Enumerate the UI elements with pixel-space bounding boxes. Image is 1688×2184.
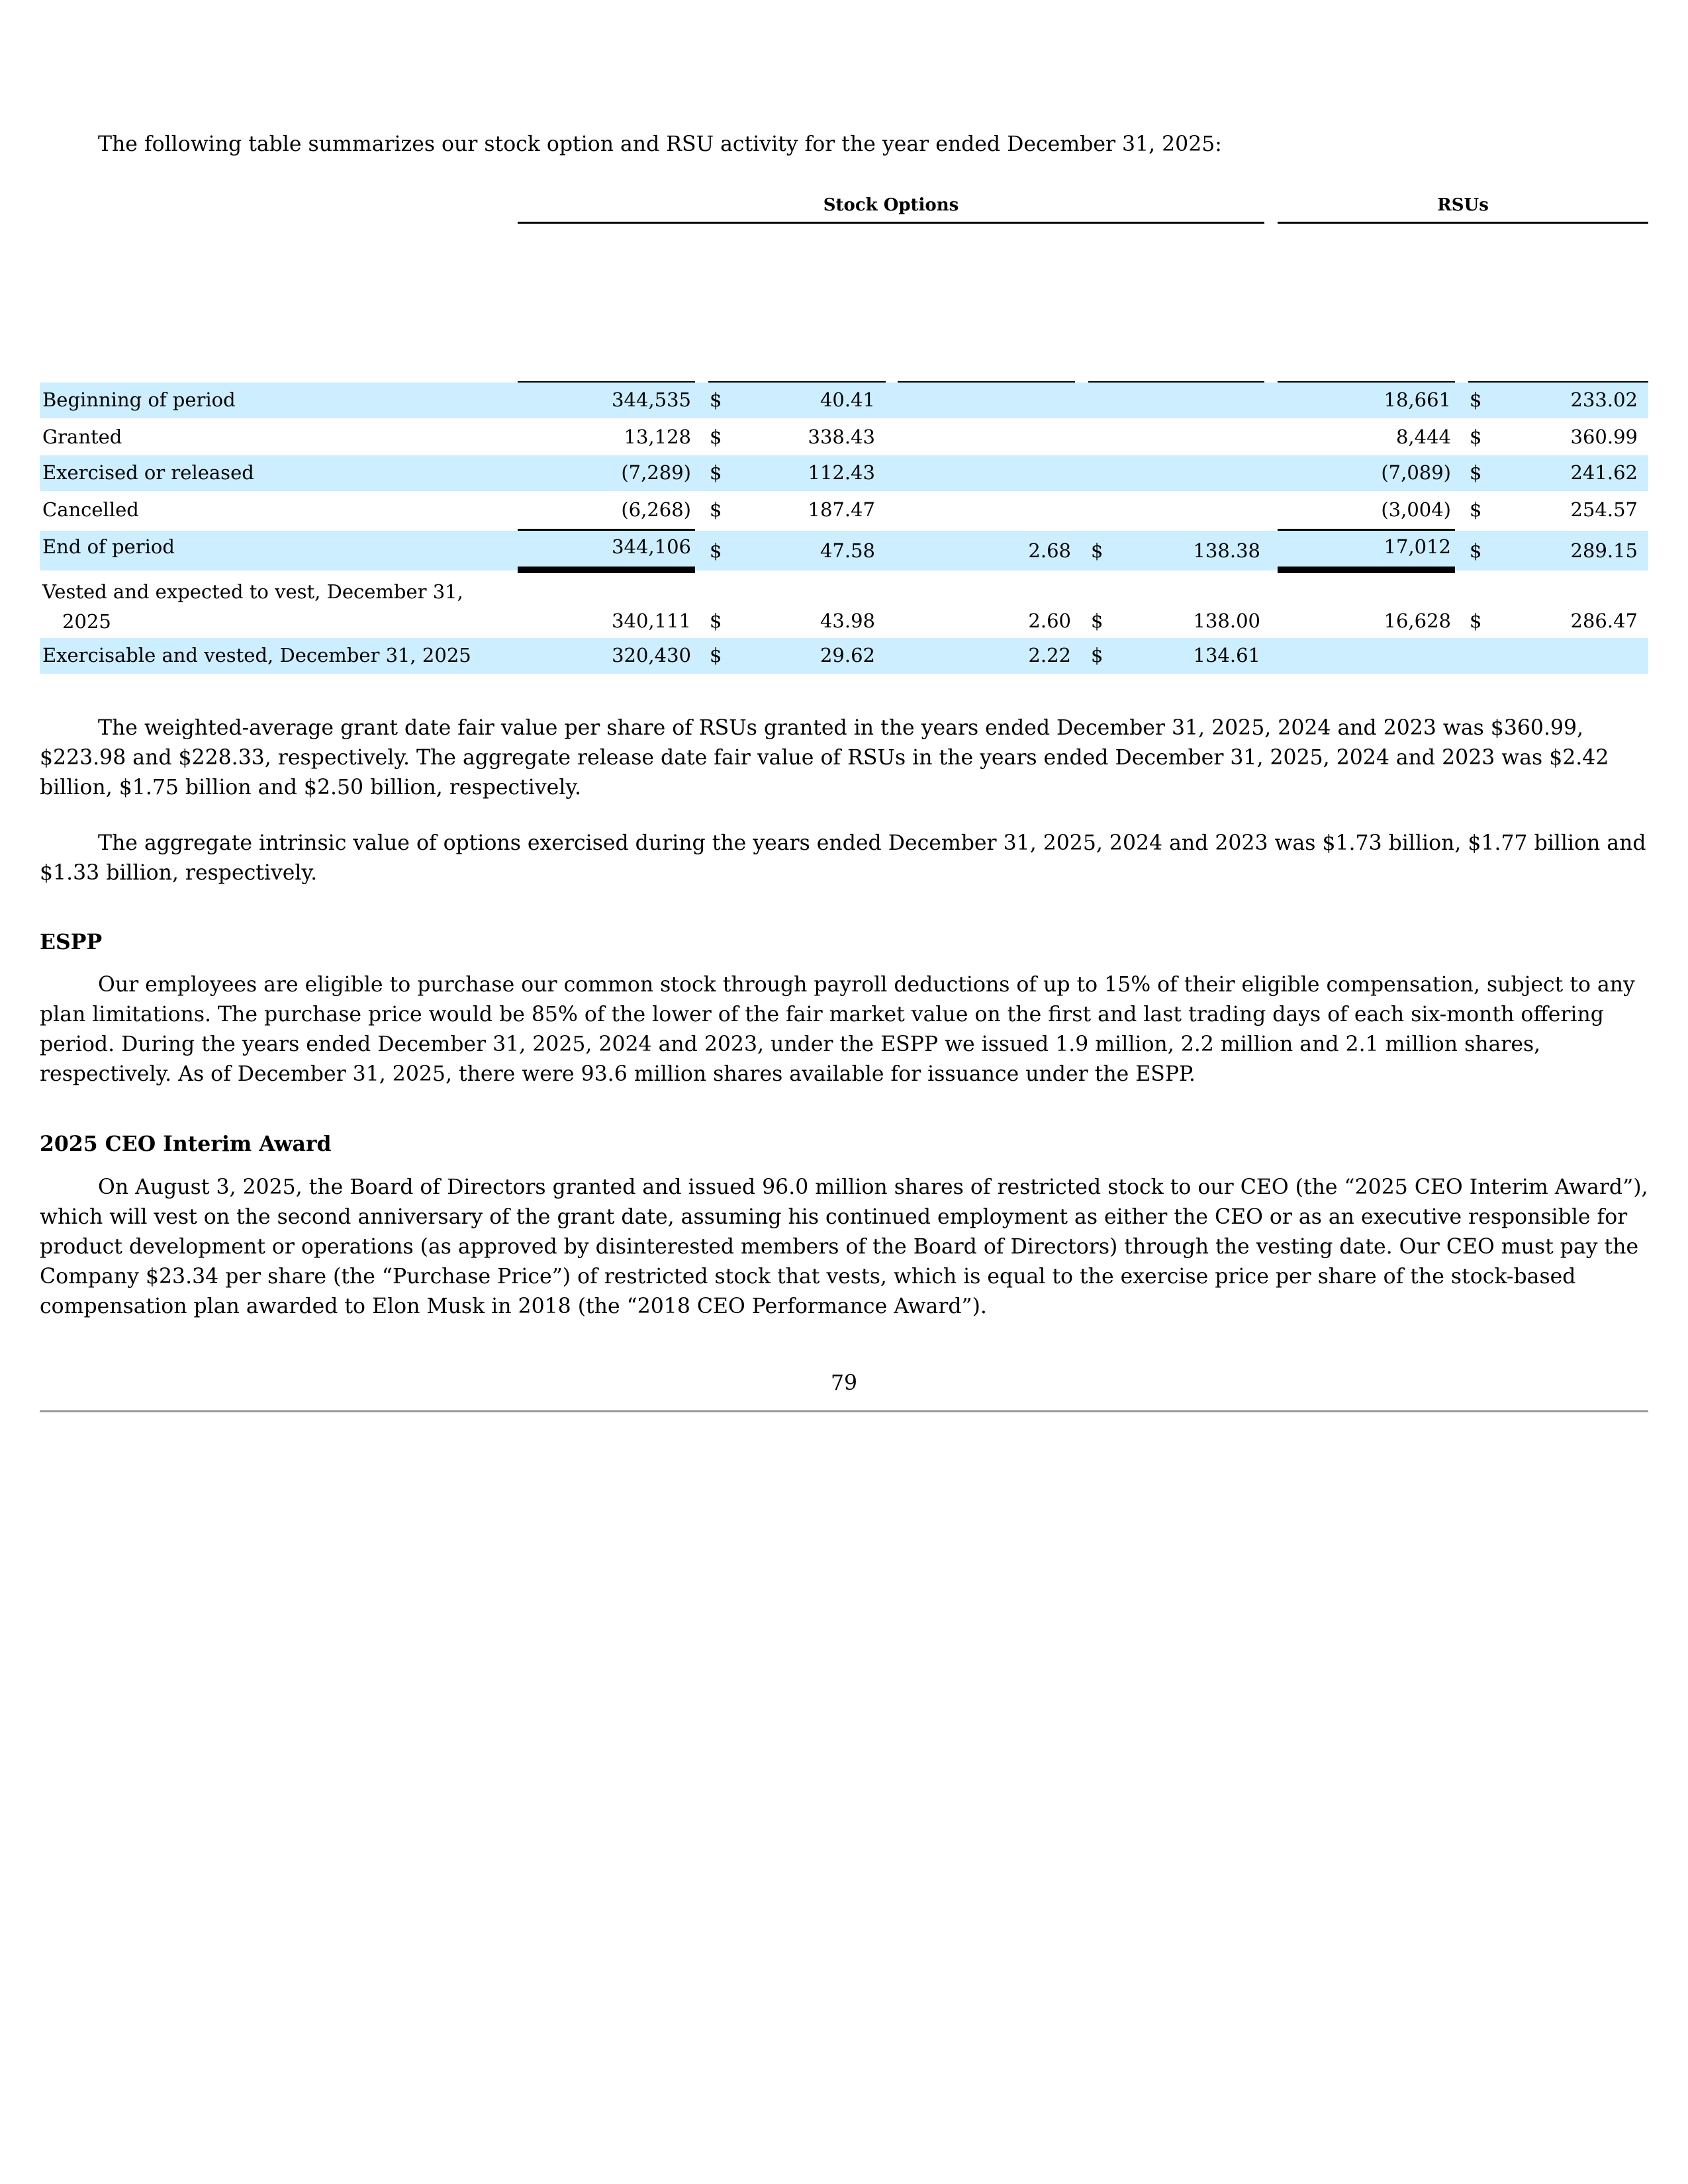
dollar-sign: $ bbox=[710, 461, 722, 484]
cell-exercise-price: 187.47 bbox=[808, 498, 875, 521]
cell-exercise-price: 47.58 bbox=[820, 539, 875, 562]
ceo-award-paragraph: On August 3, 2025, the Board of Directors granted and issued 96.0 million shares of restricted stock to our CEO (the “2025 CEO Interim Award”), which will vest on the second anniversary of the grant date, assuming his continued employment as either the CEO or as an executive responsible for product development or operations (as approved by disinterested members of the Board of Directors) through the vesting date. Our CEO must pay the Company $23.34 per share (the “Purchase Price”) of restricted stock that vests, which is equal to the exercise price per share of the stock-based compensation plan awarded to Elon Musk in 2018 (the “2018 CEO Performance Award”). bbox=[40, 1175, 1648, 1318]
cell-intrinsic: 134.61 bbox=[1193, 644, 1260, 666]
cell-grant-value: 254.57 bbox=[1570, 498, 1638, 521]
row-label-line1: Vested and expected to vest, December 31, bbox=[42, 580, 463, 603]
row-label: Exercisable and vested, December 31, 2025 bbox=[42, 644, 471, 666]
table-row bbox=[40, 638, 1648, 674]
intrinsic-value-paragraph: The aggregate intrinsic value of options exercised during the years ended December 31, 2025, 2024 and 2023 was $1.73 billion, $1.77 billion and $1.33 billion, respectively. bbox=[40, 831, 1646, 885]
dollar-sign: $ bbox=[710, 610, 722, 632]
cell-options: 13,128 bbox=[624, 426, 691, 448]
cell-grant-value: 233.02 bbox=[1570, 388, 1638, 411]
row-label-line2: 2025 bbox=[62, 610, 111, 633]
cell-rsus: (7,089) bbox=[1381, 461, 1451, 484]
rsu-fair-value-paragraph: The weighted-average grant date fair value per share of RSUs granted in the years ended December 31, 2025, 2024 and 2023 was $360.99, $223.98 and $228.33, respectively. The aggregate release date fair value of RSUs in the years ended December 31, 2025, 2024 and 2023 was $2.42 billion, $1.75 billion and $2.50 billion, respectively. bbox=[40, 716, 1609, 799]
dollar-sign: $ bbox=[710, 426, 722, 448]
dollar-sign: $ bbox=[1091, 539, 1103, 562]
cell-options: (7,289) bbox=[621, 461, 691, 484]
table-row bbox=[40, 573, 1648, 638]
cell-rsus: 16,628 bbox=[1383, 610, 1451, 632]
dollar-sign: $ bbox=[1470, 461, 1482, 484]
espp-paragraph: Our employees are eligible to purchase our common stock through payroll deductions of up to 15% of their eligible compensation, subject to any plan limitations. The purchase price would be 85% of the lower of the fair market value on the first and last trading days of each six-month offering period. During the years ended December 31, 2025, 2024 and 2023, under the ESPP we issued 1.9 million, 2.2 million and 2.1 million shares, respectively. As of December 31, 2025, there were 93.6 million shares available for issuance under the ESPP. bbox=[40, 973, 1635, 1086]
cell-options: 340,111 bbox=[612, 610, 691, 632]
cell-grant-value: 360.99 bbox=[1570, 426, 1638, 448]
cell-exercise-price: 112.43 bbox=[808, 461, 875, 484]
cell-rsus: 8,444 bbox=[1395, 426, 1451, 448]
dollar-sign: $ bbox=[1091, 644, 1103, 666]
dollar-sign: $ bbox=[1470, 388, 1482, 411]
table-row bbox=[40, 383, 1648, 418]
cell-rsus: (3,004) bbox=[1381, 498, 1451, 521]
row-label: Beginning of period bbox=[42, 388, 236, 411]
group-rule-rsus bbox=[1278, 222, 1648, 224]
cell-life: 2.60 bbox=[1028, 610, 1071, 632]
cell-options: 320,430 bbox=[612, 644, 691, 666]
page-number: 79 bbox=[830, 1371, 858, 1395]
cell-exercise-price: 43.98 bbox=[820, 610, 875, 632]
dollar-sign: $ bbox=[710, 539, 722, 562]
cell-rsus: 17,012 bbox=[1383, 535, 1451, 558]
dollar-sign: $ bbox=[710, 498, 722, 521]
cell-exercise-price: 29.62 bbox=[820, 644, 875, 666]
cell-grant-value: 289.15 bbox=[1570, 539, 1638, 562]
group-rule-stock-options bbox=[518, 222, 1264, 224]
page-footer-rule bbox=[40, 1410, 1648, 1412]
table-row bbox=[40, 418, 1648, 455]
cell-options: 344,535 bbox=[612, 388, 691, 411]
table-row bbox=[40, 455, 1648, 491]
intro-paragraph: The following table summarizes our stock option and RSU activity for the year ended December 31, 2025: bbox=[98, 132, 1222, 156]
dollar-sign: $ bbox=[1470, 539, 1482, 562]
espp-heading: ESPP bbox=[40, 930, 103, 954]
row-label: Cancelled bbox=[42, 498, 139, 521]
total-rule bbox=[1278, 567, 1455, 573]
cell-life: 2.22 bbox=[1028, 644, 1071, 666]
dollar-sign: $ bbox=[1470, 498, 1482, 521]
cell-grant-value: 286.47 bbox=[1570, 610, 1638, 632]
group-header-stock-options: Stock Options bbox=[823, 195, 959, 215]
cell-options: 344,106 bbox=[612, 535, 691, 558]
cell-options: (6,268) bbox=[621, 498, 691, 521]
dollar-sign: $ bbox=[1091, 610, 1103, 632]
dollar-sign: $ bbox=[710, 388, 722, 411]
dollar-sign: $ bbox=[1470, 426, 1482, 448]
group-header-rsus: RSUs bbox=[1437, 195, 1489, 215]
cell-exercise-price: 40.41 bbox=[820, 388, 875, 411]
cell-intrinsic: 138.00 bbox=[1193, 610, 1260, 632]
cell-exercise-price: 338.43 bbox=[808, 426, 875, 448]
table-row bbox=[40, 491, 1648, 528]
dollar-sign: $ bbox=[710, 644, 722, 666]
row-label bbox=[42, 577, 492, 637]
cell-intrinsic: 138.38 bbox=[1193, 539, 1260, 562]
ceo-award-heading: 2025 CEO Interim Award bbox=[40, 1132, 332, 1156]
cell-grant-value: 241.62 bbox=[1570, 461, 1638, 484]
total-rule bbox=[518, 567, 695, 573]
row-label: Exercised or released bbox=[42, 461, 254, 484]
cell-rsus: 18,661 bbox=[1383, 388, 1451, 411]
table-row bbox=[40, 531, 1648, 570]
dollar-sign: $ bbox=[1470, 610, 1482, 632]
cell-life: 2.68 bbox=[1028, 539, 1071, 562]
row-label: End of period bbox=[42, 535, 175, 558]
row-label: Granted bbox=[42, 426, 122, 448]
